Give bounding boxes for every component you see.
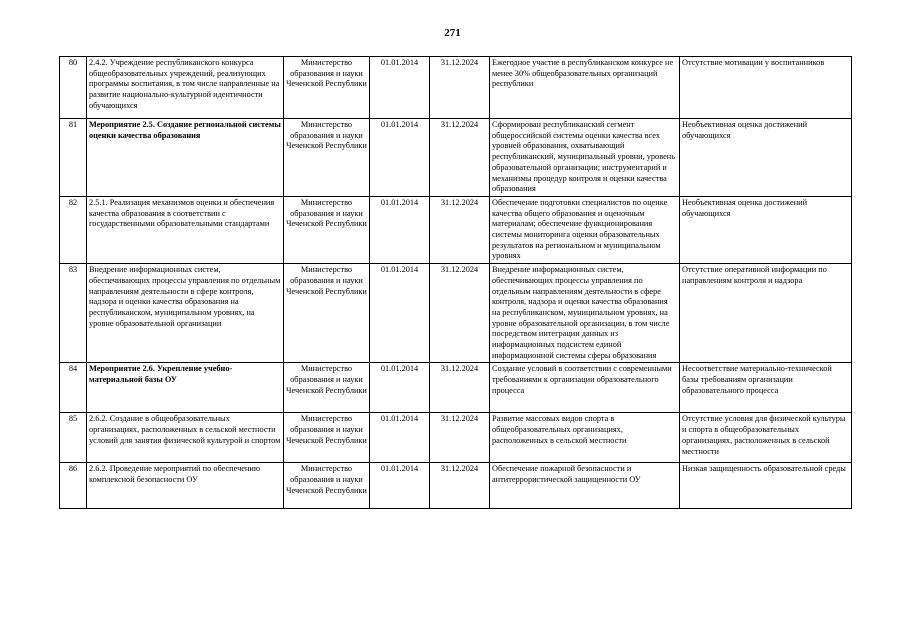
- executor-cell: Министерство образования и науки Чеченской Республики: [284, 363, 370, 413]
- consequence-cell: Необъективная оценка достижений обучающихся: [680, 196, 852, 263]
- end-date-cell: 31.12.2024: [430, 119, 490, 197]
- consequence-cell: Необъективная оценка достижений обучающихся: [680, 119, 852, 197]
- end-date-cell: 31.12.2024: [430, 196, 490, 263]
- start-date-cell: 01.01.2014: [370, 463, 430, 509]
- start-date-cell: 01.01.2014: [370, 264, 430, 363]
- executor-cell: Министерство образования и науки Чеченской Республики: [284, 57, 370, 119]
- end-date-cell: 31.12.2024: [430, 363, 490, 413]
- result-cell: Внедрение информационных систем, обеспечивающих процессы управления по отдельным направлениям деятельности в сфере контроля, надзора и оценки качества образования на республиканском, муниципальном уровнях, на уровне образовательной организации, в том числе посредством интеграции данных из информационных подсистем единой информационной системы сферы образования: [490, 264, 680, 363]
- executor-cell: Министерство образования и науки Чеченской Республики: [284, 196, 370, 263]
- executor-cell: Министерство образования и науки Чеченской Республики: [284, 264, 370, 363]
- end-date-cell: 31.12.2024: [430, 57, 490, 119]
- consequence-cell: Отсутствие условия для физической культуры и спорта в общеобразовательных организациях, расположенных в сельской местности: [680, 413, 852, 463]
- executor-cell: Министерство образования и науки Чеченской Республики: [284, 119, 370, 197]
- row-number: 85: [60, 413, 87, 463]
- table-row: [60, 196, 852, 263]
- event-cell: Мероприятие 2.5. Создание региональной системы оценки качества образования: [87, 119, 284, 197]
- result-cell: Обеспечение подготовки специалистов по оценке качества общего образования и оценочным материалам; обеспечение функционирования системы мониторинга оценки образовательных результатов на региональном и муниципальном уровнях: [490, 196, 680, 263]
- start-date-cell: 01.01.2014: [370, 196, 430, 263]
- row-number: 84: [60, 363, 87, 413]
- event-cell: 2.4.2. Учреждение республиканского конкурса общеобразовательных учреждений, реализующих программы воспитания, в том числе направленные на развитие национально-культурной идентичности обучающихся: [87, 57, 284, 119]
- end-date-cell: 31.12.2024: [430, 264, 490, 363]
- consequence-cell: Отсутствие оперативной информации по направлениям контроля и надзора: [680, 264, 852, 363]
- row-number: 80: [60, 57, 87, 119]
- table-row: [60, 264, 852, 363]
- row-number: 82: [60, 196, 87, 263]
- executor-cell: Министерство образования и науки Чеченской Республики: [284, 463, 370, 509]
- start-date-cell: 01.01.2014: [370, 119, 430, 197]
- consequence-cell: Отсутствие мотивации у воспитанников: [680, 57, 852, 119]
- event-cell: 2.6.2. Проведение мероприятий по обеспечению комплексной безопасности ОУ: [87, 463, 284, 509]
- table-row: [60, 57, 852, 119]
- event-cell: 2.6.2. Создание в общеобразовательных организациях, расположенных в сельской местности условий для занятия физической культурой и спортом: [87, 413, 284, 463]
- executor-cell: Министерство образования и науки Чеченской Республики: [284, 413, 370, 463]
- table-row: [60, 463, 852, 509]
- result-cell: Сформирован республиканский сегмент общероссийской системы оценки качества всех уровней образования, охватывающий республиканский, муниципальный уровни, уровень образовательной организации; инструментарий и механизмы процедур контроля и оценки качества образования: [490, 119, 680, 197]
- row-number: 83: [60, 264, 87, 363]
- page-number: 271: [444, 27, 461, 39]
- end-date-cell: 31.12.2024: [430, 413, 490, 463]
- start-date-cell: 01.01.2014: [370, 363, 430, 413]
- result-cell: Обеспечение пожарной безопасности и антитеррористической защищенности ОУ: [490, 463, 680, 509]
- table-row: [60, 363, 852, 413]
- consequence-cell: Низкая защищенность образовательной среды: [680, 463, 852, 509]
- table-row: [60, 119, 852, 197]
- row-number: 86: [60, 463, 87, 509]
- event-cell: Мероприятие 2.6. Укрепление учебно-материальной базы ОУ: [87, 363, 284, 413]
- event-cell: 2.5.1. Реализация механизмов оценки и обеспечения качества образования в соответствии с государственными образовательными стандартами: [87, 196, 284, 263]
- result-cell: Создание условий в соответствии с современными требованиями к организации образовательного процесса: [490, 363, 680, 413]
- row-number: 81: [60, 119, 87, 197]
- measures-table: [59, 56, 852, 509]
- start-date-cell: 01.01.2014: [370, 57, 430, 119]
- result-cell: Ежегодное участие в республиканском конкурсе не менее 30% общеобразовательных организаций республики: [490, 57, 680, 119]
- end-date-cell: 31.12.2024: [430, 463, 490, 509]
- result-cell: Развитие массовых видов спорта в общеобразовательных организациях, расположенных в сельской местности: [490, 413, 680, 463]
- start-date-cell: 01.01.2014: [370, 413, 430, 463]
- consequence-cell: Несоответствие материально-технической базы требованиям организации образовательного процесса: [680, 363, 852, 413]
- event-cell: Внедрение информационных систем, обеспечивающих процессы управления по отдельным направлениям деятельности в сфере контроля, надзора и оценки качества образования на республиканском, муниципальном уровнях, на уровне образовательной организации: [87, 264, 284, 363]
- table-row: [60, 413, 852, 463]
